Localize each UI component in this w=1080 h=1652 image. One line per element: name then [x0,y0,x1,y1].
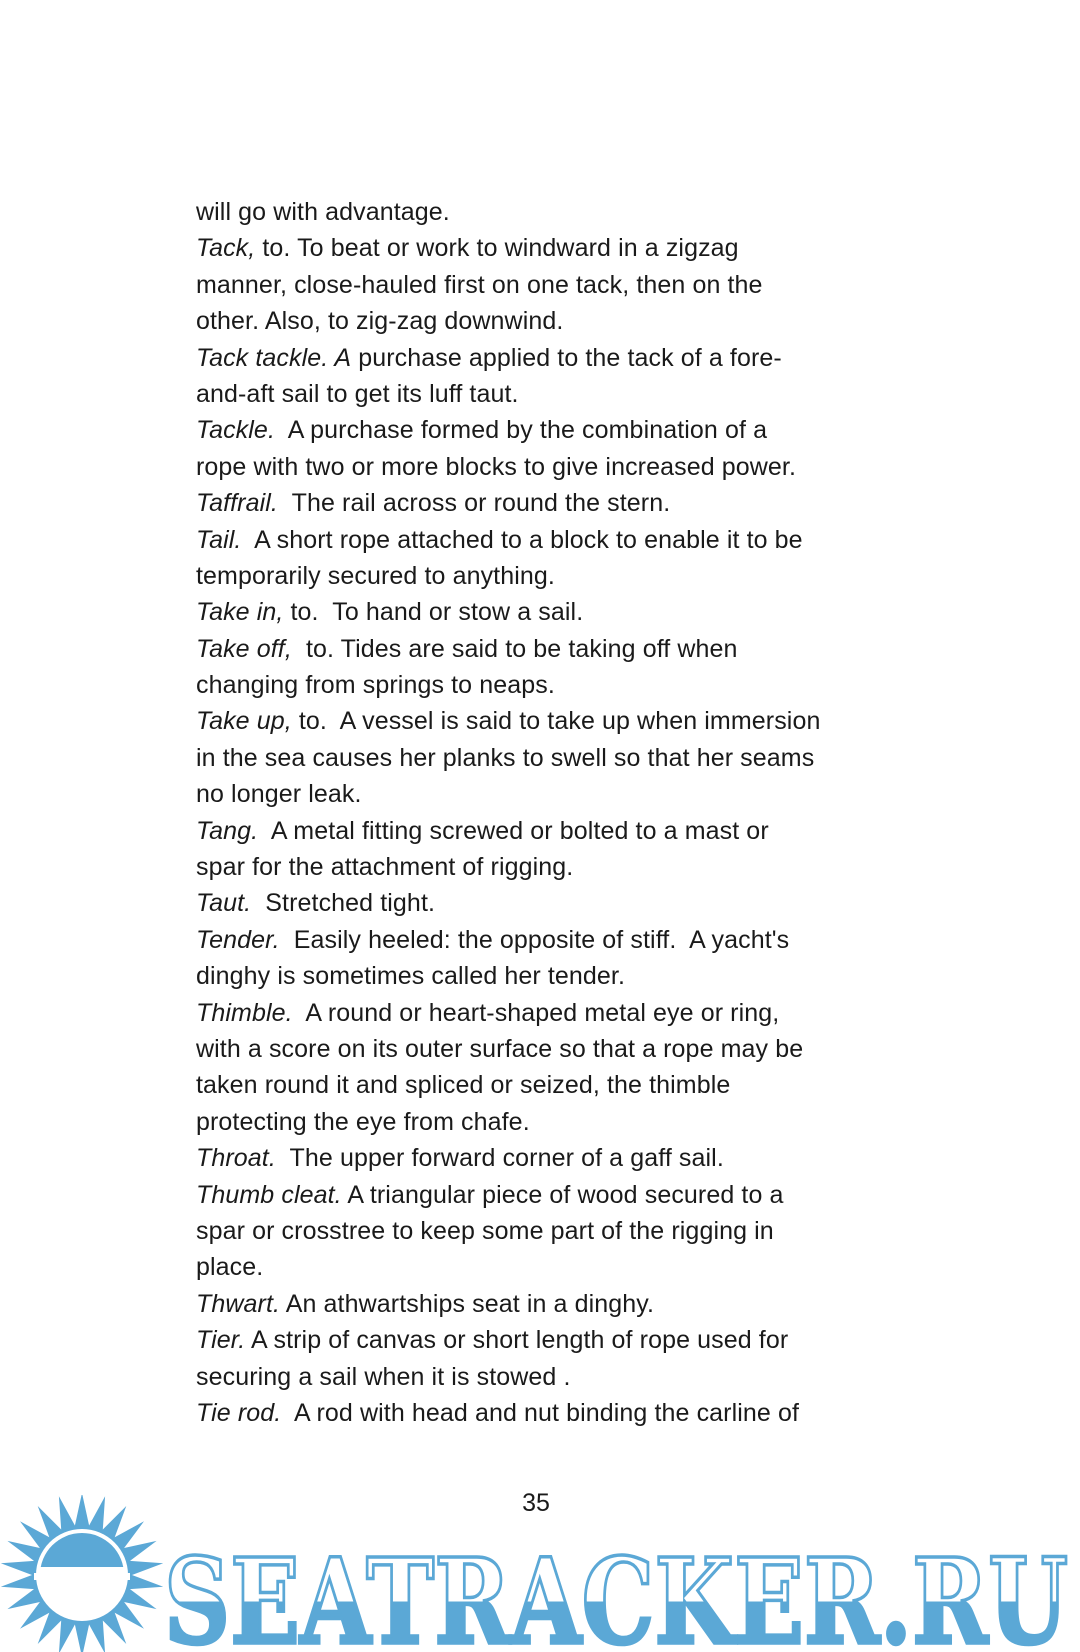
glossary-text: An athwartships seat in a dinghy. [280,1289,655,1318]
text-line [196,703,896,739]
glossary-text: A metal fitting screwed or bolted to a mast or [258,816,769,845]
glossary-text: A rod with head and nut binding the carline of [281,1398,800,1427]
glossary-text: The upper forward corner of a gaff sail. [275,1144,724,1173]
watermark-logo [0,1495,1080,1652]
glossary-term: Take off, [196,634,292,663]
text-line [196,267,896,303]
text-line [196,485,896,521]
glossary-text: spar or crosstree to keep some part of the rigging in [196,1216,774,1245]
text-line [196,1213,896,1249]
text-line [196,412,896,448]
text-line [196,849,896,885]
text-line [196,1359,896,1395]
glossary-term: Taffrail. [196,489,278,518]
text-line [196,922,896,958]
glossary-term: Tack, [196,234,256,263]
glossary-term: Take up, [196,707,292,736]
page-body [196,194,896,1431]
glossary-text: with a score on its outer surface so that a rope may be [196,1034,804,1063]
glossary-text: rope with two or more blocks to give increased power. [196,452,797,481]
glossary-term: Taut. [196,889,252,918]
glossary-term: Tender. [196,925,280,954]
text-line [196,194,896,230]
glossary-text: spar for the attachment of rigging. [196,853,574,882]
glossary-text: taken round it and spliced or seized, the thimble [196,1071,731,1100]
glossary-text: in the sea causes her planks to swell so that her seams [196,743,815,772]
text-line [196,558,896,594]
glossary-text: A triangular piece of wood secured to a [341,1180,784,1209]
glossary-text: A strip of canvas or short length of rope used for [245,1326,789,1355]
glossary-term: Thwart. [196,1289,281,1318]
text-line [196,1067,896,1103]
glossary-term: Take in, [196,598,284,627]
text-line [196,1322,896,1358]
glossary-term: Tackle. [196,416,275,445]
text-line [196,594,896,630]
text-line [196,667,896,703]
glossary-term: Tail. [196,525,242,554]
glossary-text: to. A vessel is said to take up when immersion [291,707,821,736]
glossary-text: to. To hand or stow a sail. [283,598,584,627]
text-line [196,885,896,921]
text-line [196,1286,896,1322]
glossary-text: A short rope attached to a block to enable it to be [241,525,803,554]
glossary-text: place. [196,1253,264,1282]
watermark-text: SEATRACKER.RU [164,1532,1068,1652]
text-line [196,340,896,376]
glossary-term: Throat. [196,1144,276,1173]
text-line [196,631,896,667]
glossary-text: Stretched tight. [251,889,436,918]
glossary-text: purchase applied to the tack of a fore- [351,343,782,372]
glossary-text: changing from springs to neaps. [196,671,555,700]
glossary-text: A purchase formed by the combination of a [274,416,768,445]
glossary-text: will go with advantage. [196,198,450,226]
glossary-text: to. Tides are said to be taking off when [291,634,738,663]
glossary-text: protecting the eye from chafe. [196,1107,530,1136]
text-line [196,1395,896,1431]
glossary-text: no longer leak. [196,780,362,809]
glossary-term: Tang. [196,816,259,845]
text-line [196,1249,896,1285]
text-line [196,958,896,994]
text-line [196,995,896,1031]
glossary-text: manner, close-hauled first on one tack, then on the [196,270,763,299]
glossary-term: Tier. [196,1326,246,1355]
text-line [196,449,896,485]
text-line [196,1140,896,1176]
text-line [196,740,896,776]
glossary-text: Easily heeled: the opposite of stiff. A yacht's [279,925,790,954]
text-line [196,376,896,412]
text-line [196,1104,896,1140]
sun-icon [1,1495,163,1652]
glossary-text: securing a sail when it is stowed . [196,1362,571,1391]
text-line [196,1031,896,1067]
glossary-text: and-aft sail to get its luff taut. [196,379,519,408]
text-line [196,303,896,339]
glossary-text: temporarily secured to anything. [196,561,555,590]
glossary-term: Thumb cleat. [196,1180,342,1209]
glossary-text: other. Also, to zig-zag downwind. [196,307,564,336]
glossary-term: Tack tackle. A [196,343,352,372]
glossary-text: A round or heart-shaped metal eye or ring, [292,998,780,1027]
glossary-term: Thimble. [196,998,293,1027]
glossary-term: Tie rod. [196,1398,282,1427]
page-number: 35 [522,1489,550,1517]
text-line [196,813,896,849]
text-line [196,776,896,812]
text-line [196,522,896,558]
glossary-text: dinghy is sometimes called her tender. [196,962,626,991]
text-line [196,1177,896,1213]
glossary-text: to. To beat or work to windward in a zigzag [255,234,739,263]
text-line [196,230,896,266]
glossary-text: The rail across or round the stern. [277,489,671,518]
